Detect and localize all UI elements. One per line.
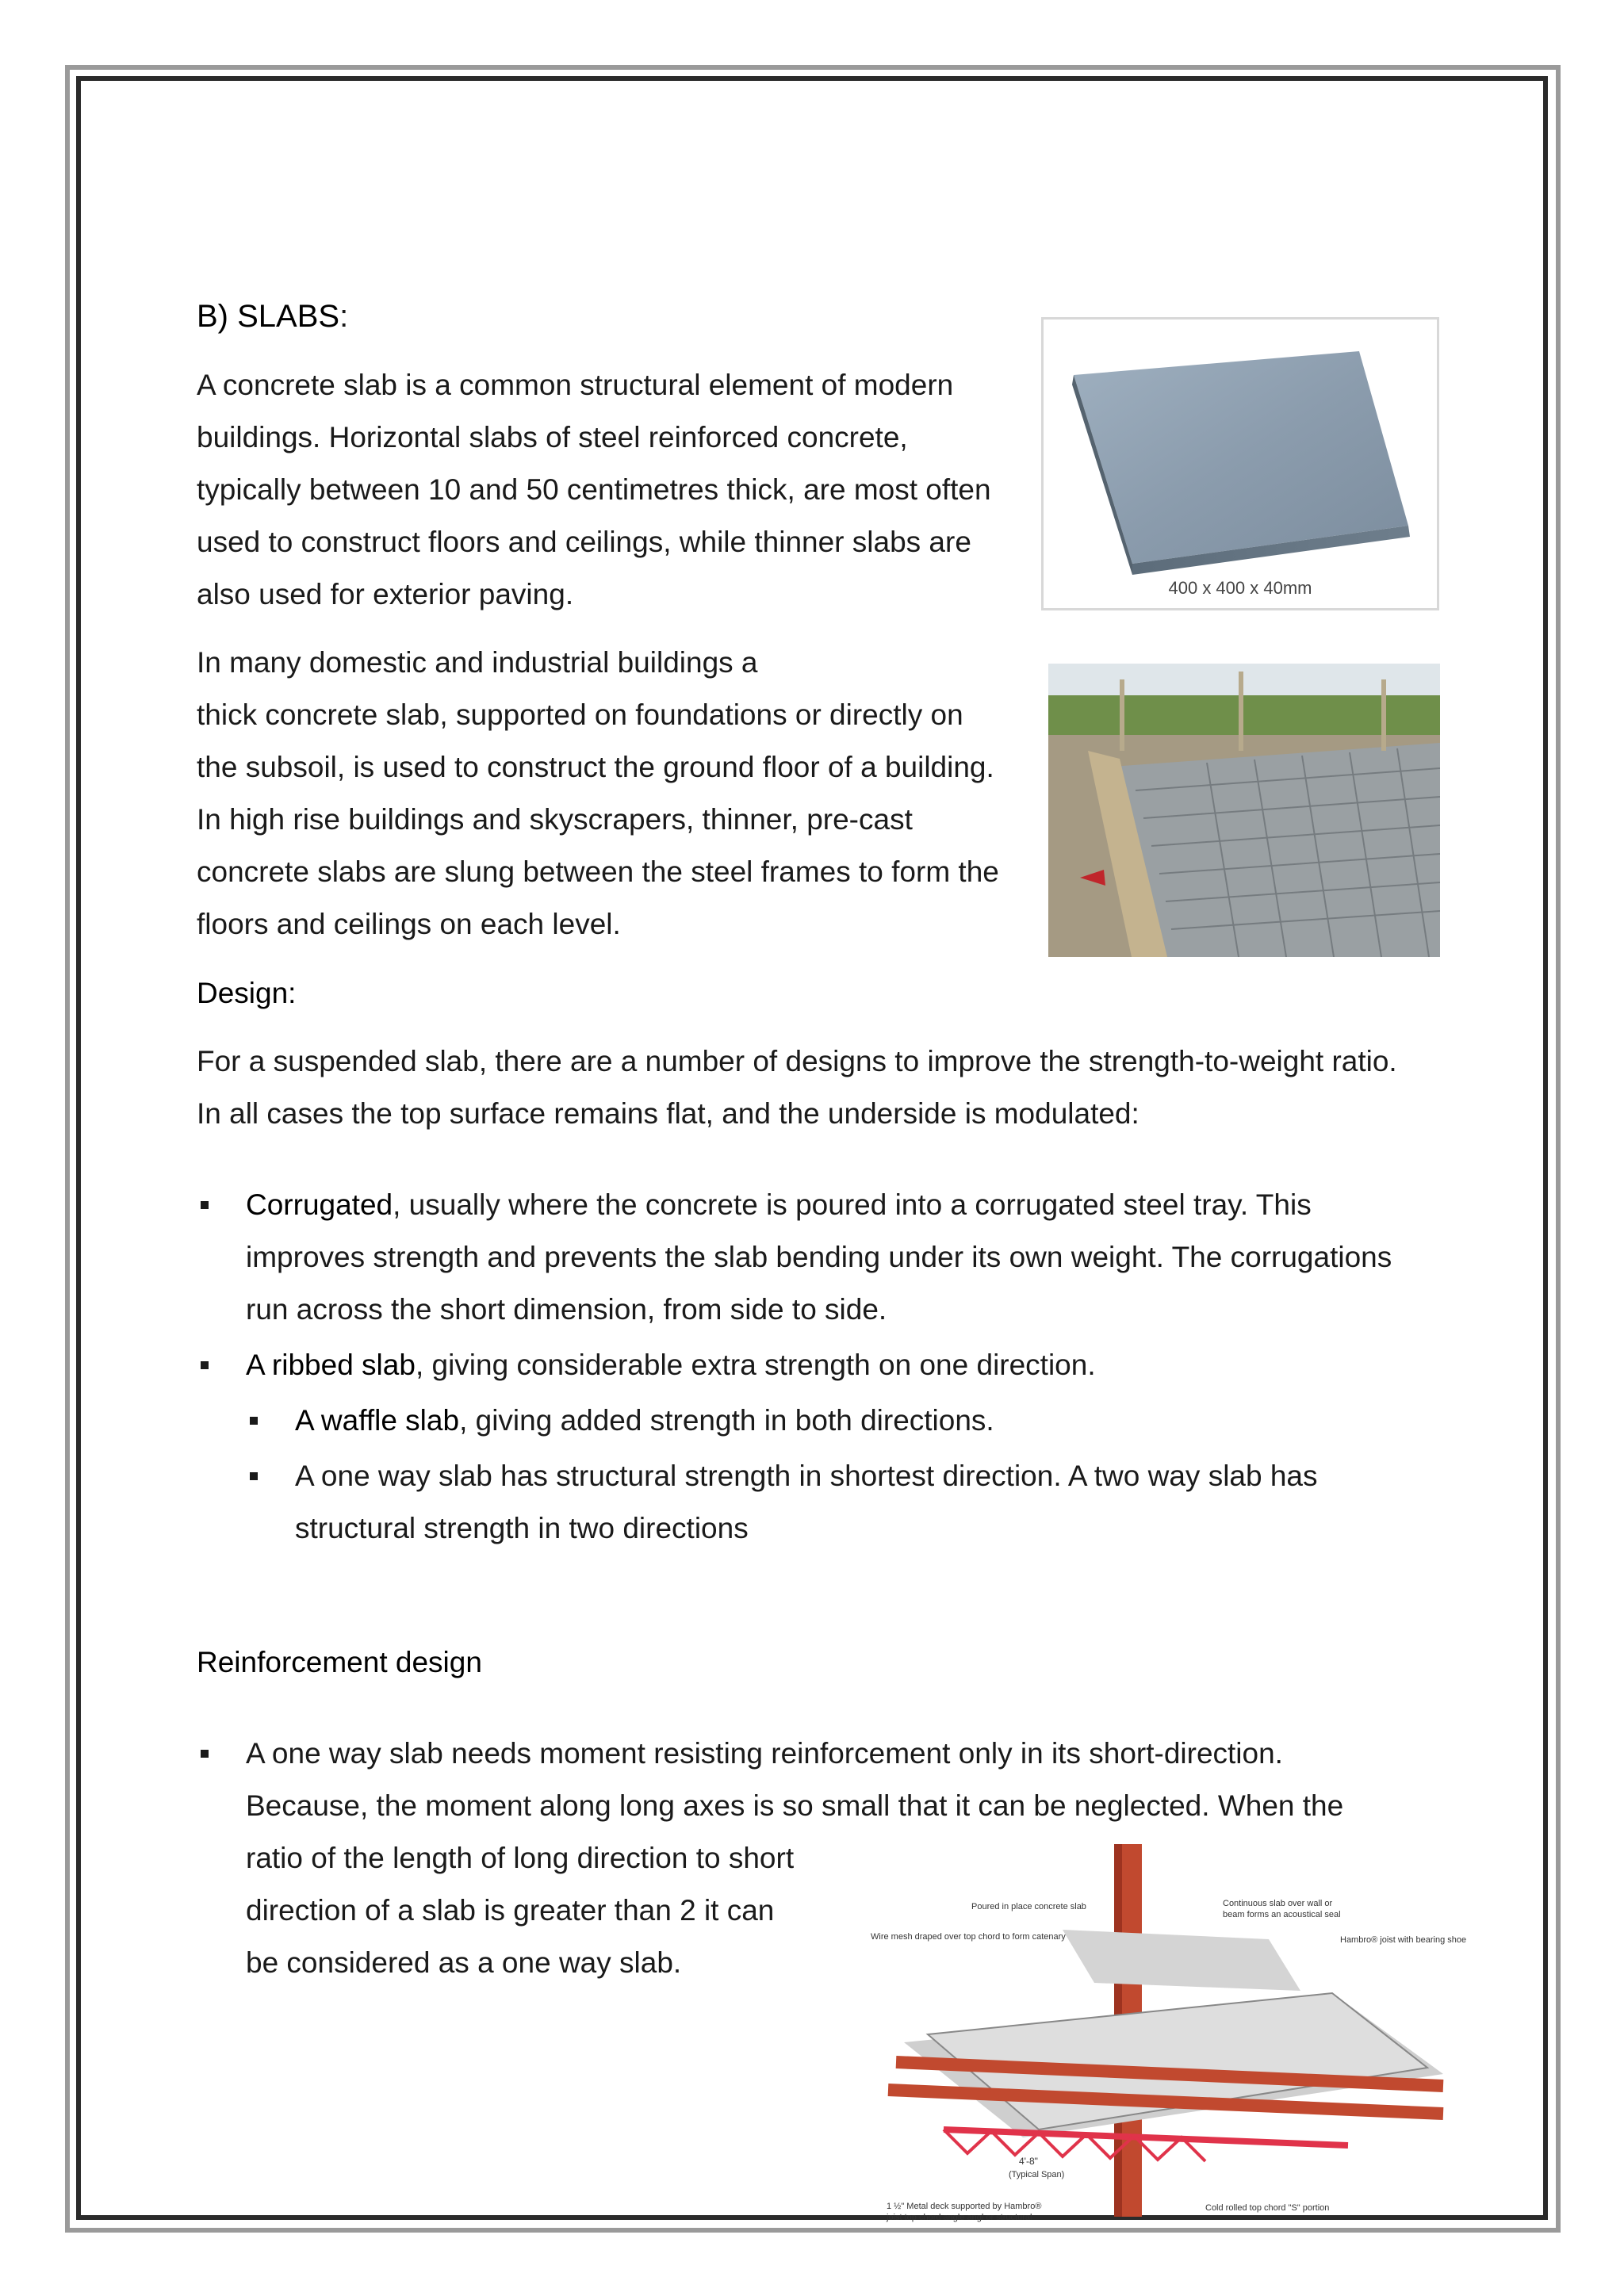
diagram-label: Hambro® joist with bearing shoe <box>1340 1935 1467 1945</box>
diagram-label: Poured in place concrete slab <box>971 1902 1086 1911</box>
diagram-label: Continuous slab over wall or <box>1223 1899 1333 1908</box>
diagram-label: beam forms an acoustical seal <box>1223 1910 1341 1919</box>
para2-line: thick concrete slab, supported on foundations or directly on <box>197 698 963 731</box>
design-line: For a suspended slab, there are a number of designs to improve the strength-to-weight ratio. <box>197 1045 1397 1077</box>
diagram-label: joist top chord angle angl or structural <box>887 2213 1032 2222</box>
design-line: In all cases the top surface remains flat, and the underside is modulated: <box>197 1097 1139 1130</box>
diagram-label: (Typical Span) <box>1009 2170 1065 2179</box>
intro-line: typically between 10 and 50 centimetres thick, are most often <box>197 473 991 506</box>
bullet-marker <box>250 1417 258 1425</box>
bullet-line: run across the short dimension, from side to side. <box>246 1293 887 1326</box>
reinforcement-line: be considered as a one way slab. <box>246 1946 682 1979</box>
para2-line: floors and ceilings on each level. <box>197 908 621 940</box>
para2-line: concrete slabs are slung between the steel frames to form the <box>197 855 999 888</box>
reinforcement-line: direction of a slab is greater than 2 it can <box>246 1894 775 1927</box>
bullet-ribbed: A ribbed slab, giving considerable extra strength on one direction. <box>246 1349 1096 1381</box>
bullet-corrugated: Corrugated, usually where the concrete is poured into a corrugated steel tray. This <box>246 1188 1312 1221</box>
para2-line: In many domestic and industrial buildings a <box>197 646 758 679</box>
bullet-line: structural strength in two directions <box>295 1512 749 1544</box>
reinforcement-line: ratio of the length of long direction to short <box>246 1842 795 1874</box>
concrete-slab-image <box>1041 317 1439 610</box>
section-heading: B) SLABS: <box>197 299 349 334</box>
reinforcement-heading: Reinforcement design <box>197 1646 482 1678</box>
bullet-marker <box>250 1472 258 1480</box>
diagram-label: Cold rolled top chord "S" portion <box>1205 2203 1330 2213</box>
intro-line: A concrete slab is a common structural element of modern <box>197 369 954 401</box>
slab-caption: 400 x 400 x 40mm <box>1168 578 1312 598</box>
bullet-marker <box>201 1750 209 1758</box>
diagram-label: 1 ½" Metal deck supported by Hambro® <box>887 2202 1042 2211</box>
bullet-marker <box>201 1361 209 1369</box>
intro-line: also used for exterior paving. <box>197 578 574 610</box>
reinforcement-line: Because, the moment along long axes is so small that it can be neglected. When the <box>246 1789 1344 1822</box>
bullet-waffle: A waffle slab, giving added strength in both directions. <box>295 1404 994 1437</box>
design-heading: Design: <box>197 977 297 1009</box>
bullet-one-way: A one way slab has structural strength in shortest direction. A two way slab has <box>295 1460 1318 1492</box>
reinforcement-line: A one way slab needs moment resisting reinforcement only in its short-direction. <box>246 1737 1283 1770</box>
para2-line: In high rise buildings and skyscrapers, thinner, pre-cast <box>197 803 913 836</box>
hambro-slab-diagram <box>856 1836 1475 2225</box>
bullet-line: improves strength and prevents the slab bending under its own weight. The corrugations <box>246 1241 1392 1273</box>
intro-line: buildings. Horizontal slabs of steel reinforced concrete, <box>197 421 908 453</box>
intro-line: used to construct floors and ceilings, while thinner slabs are <box>197 526 971 558</box>
para2-line: the subsoil, is used to construct the ground floor of a building. <box>197 751 994 783</box>
bullet-marker <box>201 1201 209 1209</box>
diagram-label: Wire mesh draped over top chord to form catenary <box>871 1932 1066 1942</box>
diagram-label: 4'-8" <box>1019 2156 1038 2167</box>
slab-construction-image <box>1048 664 1440 957</box>
